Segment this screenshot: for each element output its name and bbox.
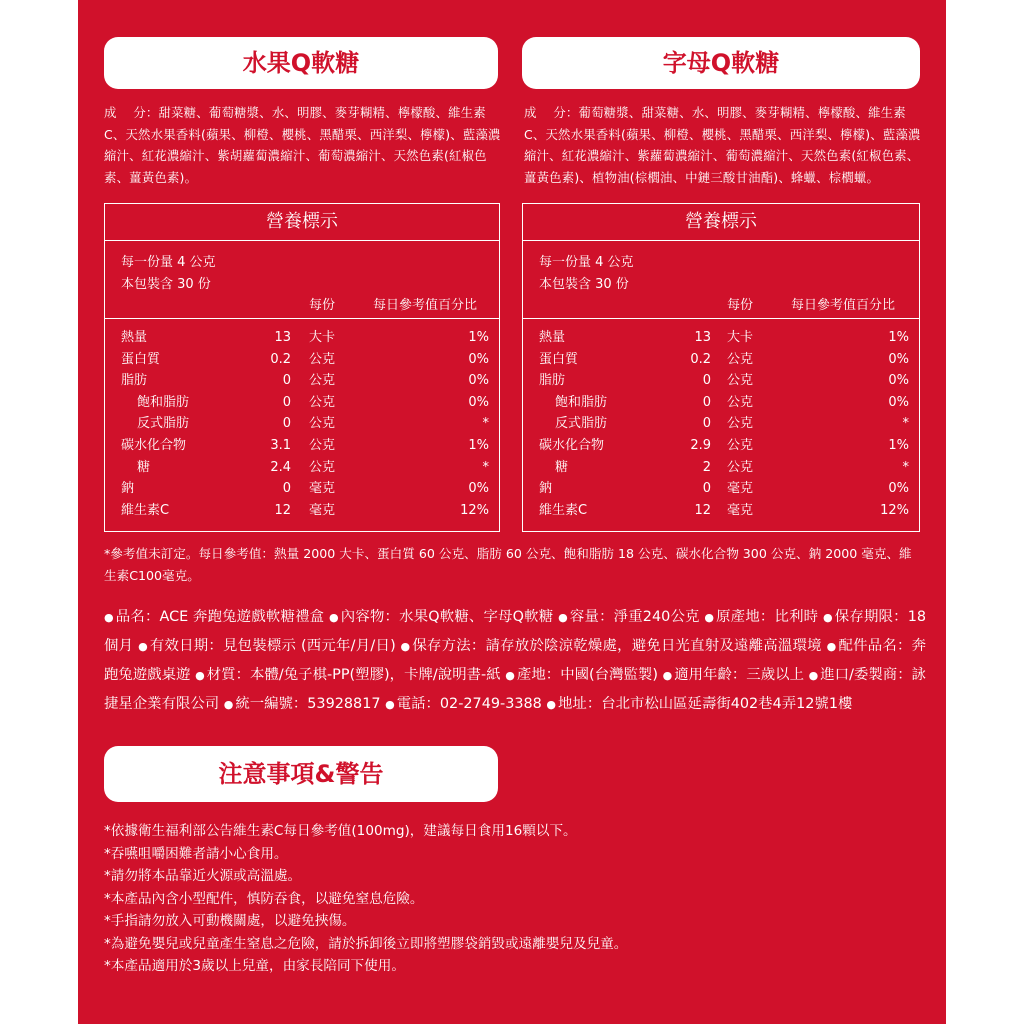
nutrition-title: 營養標示 <box>105 204 499 241</box>
letter-nutrition-table <box>522 203 920 532</box>
nutrient-unit: 公克 <box>309 437 336 453</box>
nutrient-name: 維生素C <box>539 502 588 518</box>
nutrient-name: 碳水化合物 <box>539 437 605 453</box>
nutrition-row <box>105 500 499 522</box>
nutrition-meta <box>105 241 499 319</box>
warning-item: *為避免嬰兒或兒童產生窒息之危險，請於拆卸後立即將塑膠袋銷毀或遠離嬰兒及兒童。 <box>104 935 628 952</box>
nutrient-value: 12 <box>694 502 711 518</box>
nutrient-value: 0.2 <box>270 351 291 367</box>
warning-item: *本產品適用於3歲以上兒童，由家長陪同下使用。 <box>104 958 405 974</box>
nutrient-value: 0 <box>282 373 291 389</box>
serving-size: 每一份量 4 公克 <box>539 255 634 270</box>
serving-size: 每一份量 4 公克 <box>121 255 216 270</box>
nutrient-daily-value: * <box>482 416 489 432</box>
nutrient-value: 0 <box>702 416 711 432</box>
nutrient-daily-value: 12% <box>460 502 489 518</box>
nutrient-name: 飽和脂肪 <box>137 394 190 410</box>
letter-gummy-title-pill <box>522 37 920 89</box>
product-info-item: ● 產地：中國(台灣監製) <box>505 667 658 683</box>
nutrition-row <box>105 349 499 371</box>
nutrition-row <box>523 478 919 500</box>
nutrition-row <box>523 327 919 349</box>
product-info <box>104 603 926 719</box>
nutrient-name: 糖 <box>555 459 569 475</box>
nutrient-name: 糖 <box>137 459 151 475</box>
nutrient-name: 蛋白質 <box>121 351 161 367</box>
warnings-title: 注意事項&警告 <box>218 760 384 788</box>
nutrient-value: 0 <box>702 373 711 389</box>
nutrient-value: 13 <box>694 330 711 345</box>
nutrient-value: 0 <box>702 481 711 497</box>
nutrient-name: 維生素C <box>121 502 170 518</box>
product-info-item: ● 品名：ACE 奔跑兔遊戲軟糖禮盒 <box>104 609 324 625</box>
warning-item: *依據衛生福利部公告維生素C每日參考值(100mg)，建議每日食用16顆以下。 <box>104 823 577 839</box>
nutrient-name: 反式脂肪 <box>555 416 608 432</box>
nutrient-unit: 公克 <box>727 394 754 410</box>
nutrient-name: 碳水化合物 <box>121 437 187 453</box>
nutrient-unit: 公克 <box>309 459 336 475</box>
nutrient-unit: 大卡 <box>727 330 754 345</box>
product-info-item: ● 地址：台北市松山區延壽街402巷4弄12號1樓 <box>546 696 852 712</box>
nutrition-row <box>105 392 499 414</box>
nutrition-row <box>105 478 499 500</box>
product-info-item: ● 原產地：比利時 <box>704 609 818 625</box>
nutrient-unit: 公克 <box>309 416 336 432</box>
nutrient-daily-value: 0% <box>888 481 909 497</box>
product-info-item: ● 材質：本體/兔子棋-PP(塑膠)，卡牌/說明書-紙 <box>195 667 501 683</box>
nutrient-unit: 毫克 <box>309 481 336 497</box>
product-info-item: ● 容量：淨重240公克 <box>558 609 700 625</box>
nutrient-unit: 公克 <box>309 394 336 410</box>
nutrient-unit: 公克 <box>727 437 754 453</box>
fruit-gummy-title: 水果Q軟糖 <box>242 49 360 77</box>
nutrient-name: 熱量 <box>539 330 566 345</box>
product-info-item: ● 統一編號：53928817 <box>224 696 381 712</box>
nutrient-value: 0 <box>282 394 291 410</box>
nutrient-unit: 公克 <box>727 416 754 432</box>
nutrient-daily-value: 1% <box>888 330 909 345</box>
nutrition-row <box>523 349 919 371</box>
nutrient-daily-value: 0% <box>468 373 489 389</box>
nutrient-daily-value: 0% <box>468 481 489 497</box>
nutrient-value: 13 <box>274 330 291 345</box>
col-daily-value: 每日參考值百分比 <box>791 298 896 313</box>
nutrition-row <box>105 413 499 435</box>
nutrition-meta <box>523 241 919 319</box>
nutrient-value: 3.1 <box>270 437 291 453</box>
nutrient-name: 熱量 <box>121 330 148 345</box>
nutrition-row <box>523 413 919 435</box>
nutrient-unit: 公克 <box>727 459 754 475</box>
nutrition-title: 營養標示 <box>523 204 919 241</box>
warnings-list <box>104 820 924 978</box>
nutrient-value: 12 <box>274 502 291 518</box>
nutrient-value: 2.4 <box>270 459 291 475</box>
nutrient-daily-value: 0% <box>468 394 489 410</box>
nutrition-row <box>523 457 919 479</box>
nutrient-unit: 公克 <box>727 351 754 367</box>
nutrient-value: 0.2 <box>690 351 711 367</box>
nutrient-daily-value: * <box>482 459 489 475</box>
nutrient-unit: 公克 <box>309 351 336 367</box>
nutrient-value: 2 <box>702 459 711 475</box>
nutrition-rows <box>105 319 499 521</box>
letter-ingredients: 成 分：葡萄糖漿、甜菜糖、水、明膠、麥芽糊精、檸檬酸、維生素C、天然水果香料(蘋果、柳橙、櫻桃、黑醋栗、西洋梨、檸檬)、藍藻濃縮汁、紅花濃縮汁、紫蘿蔔濃縮汁、葡萄濃縮汁、天然色素(紅椒色素、薑黃色素)、植物油(棕櫚油、中鏈三酸甘油酯)、蜂蠟、棕櫚蠟。 <box>524 105 921 185</box>
nutrient-daily-value: * <box>902 459 909 475</box>
nutrient-value: 2.9 <box>690 437 711 453</box>
letter-gummy-title: 字母Q軟糖 <box>662 49 780 77</box>
col-per-serving: 每份 <box>727 298 754 313</box>
servings-per-pack: 本包裝含 30 份 <box>121 276 211 292</box>
nutrient-name: 鈉 <box>539 481 553 497</box>
col-per-serving: 每份 <box>309 298 336 313</box>
warning-item: *本產品內含小型配件，慎防吞食，以避免窒息危險。 <box>104 890 424 907</box>
nutrient-unit: 毫克 <box>727 481 754 497</box>
nutrient-value: 0 <box>282 481 291 497</box>
servings-per-pack: 本包裝含 30 份 <box>539 276 629 292</box>
product-info-item: ● 適用年齡：三歲以上 <box>663 667 804 683</box>
nutrition-row <box>105 327 499 349</box>
warning-item: *手指請勿放入可動機關處，以避免挾傷。 <box>104 913 356 929</box>
nutrient-daily-value: 1% <box>888 437 909 453</box>
nutrient-unit: 大卡 <box>309 330 336 345</box>
nutrient-daily-value: 1% <box>468 330 489 345</box>
nutrient-value: 0 <box>702 394 711 410</box>
nutrient-name: 蛋白質 <box>539 351 579 367</box>
nutrient-unit: 毫克 <box>309 502 336 518</box>
nutrient-unit: 公克 <box>727 373 754 389</box>
nutrient-daily-value: 1% <box>468 437 489 453</box>
nutrition-row <box>523 370 919 392</box>
nutrition-row <box>105 457 499 479</box>
product-info-item: ● 保存方法：請存放於陰涼乾燥處，避免日光直射及遠離高溫環境 <box>401 638 822 654</box>
nutrition-row <box>523 392 919 414</box>
nutrient-daily-value: 0% <box>888 373 909 389</box>
product-info-item: ● 電話：02-2749-3388 <box>385 696 542 712</box>
nutrient-daily-value: 0% <box>888 394 909 410</box>
product-info-item: ● 配件品名：奔跑兔遊戲桌遊 <box>104 638 926 683</box>
nutrient-value: 0 <box>282 416 291 432</box>
warning-item: *請勿將本品靠近火源或高溫處。 <box>104 868 302 884</box>
nutrient-name: 鈉 <box>121 481 135 497</box>
nutrient-unit: 公克 <box>309 373 336 389</box>
nutrient-daily-value: 0% <box>888 351 909 367</box>
col-daily-value: 每日參考值百分比 <box>373 298 478 313</box>
nutrient-name: 脂肪 <box>539 373 566 389</box>
daily-value-note: *參考值未訂定。每日參考值：熱量 2000 大卡、蛋白質 60 公克、脂肪 60 公克、飽和脂肪 18 公克、碳水化合物 300 公克、鈉 2000 毫克、維生素C100毫克。 <box>104 546 912 583</box>
product-info-item: ● 保存期限：18個月 <box>104 609 926 654</box>
nutrient-name: 反式脂肪 <box>137 416 190 432</box>
nutrient-daily-value: 0% <box>468 351 489 367</box>
product-info-item: ● 有效日期：見包裝標示 (西元年/月/日) <box>138 638 396 654</box>
warning-item: *吞嚥咀嚼困難者請小心食用。 <box>104 845 288 862</box>
product-info-item: ● 內容物：水果Q軟糖、字母Q軟糖 <box>329 609 553 625</box>
nutrition-row <box>105 370 499 392</box>
nutrition-row <box>105 435 499 457</box>
nutrition-row <box>523 435 919 457</box>
product-info-item: ● 進口/委製商：詠捷星企業有限公司 <box>104 667 926 712</box>
nutrient-unit: 毫克 <box>727 502 754 518</box>
product-label-panel <box>78 0 946 1024</box>
fruit-ingredients: 成 分：甜菜糖、葡萄糖漿、水、明膠、麥芽糊精、檸檬酸、維生素C、天然水果香料(蘋果、柳橙、櫻桃、黑醋栗、西洋梨、檸檬)、藍藻濃縮汁、紅花濃縮汁、紫胡蘿蔔濃縮汁、葡萄濃縮汁、天然色素(紅椒色素、薑黃色素)。 <box>104 105 501 185</box>
nutrient-name: 飽和脂肪 <box>555 394 608 410</box>
fruit-gummy-title-pill <box>104 37 498 89</box>
nutrient-name: 脂肪 <box>121 373 148 389</box>
fruit-nutrition-table <box>104 203 500 532</box>
warnings-title-pill <box>104 746 498 802</box>
nutrient-daily-value: * <box>902 416 909 432</box>
nutrient-daily-value: 12% <box>880 502 909 518</box>
nutrition-rows <box>523 319 919 521</box>
nutrition-row <box>523 500 919 522</box>
